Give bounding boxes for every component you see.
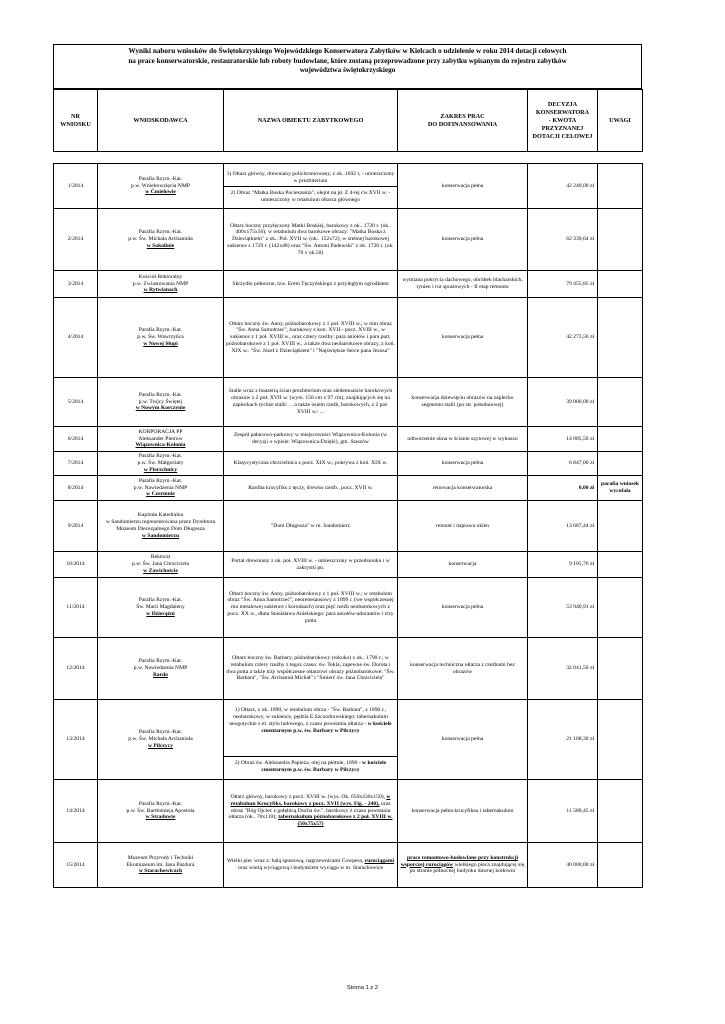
row-scope: konserwacja pełna — [398, 452, 528, 476]
row-object: Stalle wraz z boazerią ścian prezbiterium oraz siedemnaście barokowych obrazów z 2 poł. XVII w. (wym. 150 cm x 97 cm), znajdujących się na zapleckach tychże stalli: ... a także osiem rzeźb, barokowych, z 2 poł. XVIII w.: ... — [224, 378, 398, 427]
row-object: Wielki piec wraz z: halą spustową, nagrzewnicami Cowpera, rurociągami oraz wieżą wyciągową i budynkiem wyciągu w m. Starachowice — [224, 843, 398, 888]
row-amount: 0,00 zł — [528, 476, 598, 501]
table-row — [54, 501, 643, 552]
row-scope: renowacja konserwatorska — [398, 476, 528, 501]
row-applicant: Kościół Rektoralny p.w. Zwiastowania NMP w Rytwianach — [98, 271, 224, 298]
row-scope: remont i naprawa okien — [398, 501, 528, 552]
header-scope: ZAKRES PRAC DO DOFINANSOWANIA — [398, 90, 528, 152]
row-remarks — [598, 578, 643, 638]
row-scope: wymiana pokrycia dachowego, obróbek blacharskich, rynien i rur spustowych - II etap remontu — [398, 271, 528, 298]
row-object: Ołtarz boczny przyłęczony Matki Boskiej, barokowy z ok.. 1720 r. (ok.. 400x175x50), w retabulum dwa barokowe obrazy: "Matka Boska z Dzieciątkiem" z ok.. Poł. XVII w. (ok.. 152x72), w srebnej barokowej sukience z 1729 r. (142x48) oraz "Św. Antoni Padewski" z ok. 1720 r. (ok. 70 x ok.50) — [224, 209, 398, 271]
row-amount: 21 168,30 zł — [528, 700, 598, 780]
row-scope: konserwacja pełna krucyfiksu i tabernakulum — [398, 780, 528, 843]
row-remarks — [598, 378, 643, 427]
row-amount: 13 687,44 zł — [528, 501, 598, 552]
header-nr: NR WNIOSKU — [54, 90, 98, 152]
row-nr: 8/2014 — [54, 476, 98, 501]
row-applicant: Parafia Rzym.-Kat. p.w. Św. Bartłomieja Apostoła w Stradowie — [98, 780, 224, 843]
row-nr: 1/2014 — [54, 164, 98, 209]
row-nr: 11/2014 — [54, 578, 98, 638]
row-applicant: Parafia Rzym.-Kat. p.w. Św. Małgorzaty w Pierzchnicy — [98, 452, 224, 476]
row-applicant: Parafia Rzym.-Kat. p.w. Św. Wawrzyńca w Nowej Słupi — [98, 298, 224, 378]
row-amount: 79 455,85 zł — [528, 271, 598, 298]
table-row — [54, 780, 643, 843]
row-object: Ołtarz boczny św. Barbary, późnobarokowy (rokoko) z ok.. 1790 r.; w retabulum cztery rzeźby z tegoz czasu: św. Tekla, zapewne św. Dorota i dwa putta a także trzy współczesne ołtarzowi obrazy późnobarokowe: "Św. Barbara", "Św. Archanioł Michał" i "Śmierć św. Jana Chrzciciela" — [224, 638, 398, 700]
row-amount: 14 085,50 zł — [528, 427, 598, 452]
row-scope: konserwacja — [398, 552, 528, 578]
row-applicant: Rektorat p.w. Św. Jana Chrzciciela w Zawichoście — [98, 552, 224, 578]
grants-table — [53, 163, 643, 888]
row-object: Portal drewniany z ok. poł. XVIII w. - umieszczony w przedsionku i w zakrystii pn. — [224, 552, 398, 578]
row-amount: 42 240,00 zł — [528, 164, 598, 209]
row-scope: konserwacja pełna — [398, 700, 528, 780]
row-amount: 40 000,00 zł — [528, 843, 598, 888]
row-remarks — [598, 298, 643, 378]
row-object: Rzeźba krucyfiks z tęczy, drewno rzeźb., pocz. XVII w. — [224, 476, 398, 501]
row-nr: 7/2014 — [54, 452, 98, 476]
row-nr: 2/2014 — [54, 209, 98, 271]
row-applicant: Parafia Rzym.-Kat. p.w. Wniebowzięcia NMP w Ćmielowie — [98, 164, 224, 209]
row-applicant: Parafia Rzym.-Kat. p.w. Trójcy Świętej w Nowym Korczynie — [98, 378, 224, 427]
page-footer: Strona 1 z 2 — [346, 985, 379, 991]
table-row — [54, 427, 643, 452]
row-nr: 15/2014 — [54, 843, 98, 888]
row-scope: konserwacja pełna — [398, 209, 528, 271]
row-object: 1) Ołtarz, z ok. 1890, w retabulum obrza - "Św. Barbara", z 1890 r., neobarokowy, w sukience, pędzla E.Szczodrowskiego; tabernakulum neogotyckie z el. stylu ludowego, z czasu powstania ołtarza - w kościele cmentarnym p.w. św. Barbary w Pilczycy 2) Obraz św. Aleksandra Papieża, olej na płótnie, 1890 - w kościele cmentarnym p.w. św. Barbary w Pilczycy — [224, 700, 398, 780]
row-amount: 53 940,91 zł — [528, 578, 598, 638]
row-nr: 6/2014 — [54, 427, 98, 452]
row-amount: 9 105,76 zł — [528, 552, 598, 578]
row-remarks — [598, 427, 643, 452]
table-row — [54, 638, 643, 700]
row-object: "Dom Długosza" w m. Sandomierz — [224, 501, 398, 552]
row-nr: 12/2014 — [54, 638, 98, 700]
row-object: Skrzydło północne, tzw. Erem Tęczyńskiego z przyległym ogrodkiem — [224, 271, 398, 298]
row-nr: 5/2014 — [54, 378, 98, 427]
row-object: Ołtarz boczny św. Anny, późnobarokowy z 1 poł. XVIII w.; w nim obraz "Św. Anna Samotrzeć", barokowy z kon. XVII - pocz. XVIII w., w sukience z 1 poł. XVIII w., oraz cztery rzeźby: para aniołów i para putt, późnobarokowe z 1 poł. XVIII w., a także dwa neobarokowe obrazy, z koń. XIX w.. "Św. Józef z Dzieciątkiem" i "Najświętsze Serce pana Jezusa" — [224, 298, 398, 378]
table-row — [54, 452, 643, 476]
table-row — [54, 476, 643, 501]
row-amount: 62 339,64 zł — [528, 209, 598, 271]
document-title — [53, 44, 642, 89]
row-scope: konserwacja pełna — [398, 578, 528, 638]
row-scope: konserwacja pełna — [398, 164, 528, 209]
title-line-1: Wyniki naboru wniosków do Świętokrzyskiego Wojewódzkiego Konserwatora Zabytków w Kielcach o udzielenie w roku 2014 dotacji celowych — [128, 47, 567, 55]
header-applicant: WNIOSKODAWCA — [98, 90, 224, 152]
row-nr: 14/2014 — [54, 780, 98, 843]
header-remarks: UWAGI — [598, 90, 643, 152]
row-remarks — [598, 501, 643, 552]
row-scope: konserwacja techniczna ołtarza z rzeźbami bez obrazów — [398, 638, 528, 700]
table-row — [54, 578, 643, 638]
row-amount: 11 580,45 zł — [528, 780, 598, 843]
row-scope: konserwacja dziewięciu obrazów na zaplecku segmentu stalli (po str. południowej) — [398, 378, 528, 427]
row-applicant: KORPORACJA PP Aleksander Pietrow Wiązownica-Kolonia — [98, 427, 224, 452]
row-nr: 13/2014 — [54, 700, 98, 780]
row-applicant: Muzeum Przyrody i Techniki Ekomuzeum im. Jana Pazdura w Starachowicach — [98, 843, 224, 888]
header-table — [53, 89, 643, 152]
table-row — [54, 552, 643, 578]
row-object: Zespół pałacowo-parkowy w miejscowości Wiązownica-Kolonia (w decyzji o wpisie: Wiązownica-Dzięki), gm. Staszów — [224, 427, 398, 452]
row-nr: 3/2014 — [54, 271, 98, 298]
row-applicant: Parafia Rzym.-Kat. Św. Marii Magdaleny w Dzierążni — [98, 578, 224, 638]
row-remarks — [598, 638, 643, 700]
row-amount: 39 000,00 zł — [528, 378, 598, 427]
table-row — [54, 164, 643, 209]
table-row — [54, 209, 643, 271]
title-line-3: województwa świętokrzyskiego — [299, 66, 396, 75]
row-remarks — [598, 452, 643, 476]
title-line-2: na prace konserwatorskie, restauratorskie lub roboty budowlane, które zostaną przeprowadzone przy zabytku wpisanym do rejestru zabytków — [128, 56, 567, 65]
row-remarks: parafia wniosek wycofała — [598, 476, 643, 501]
row-object: Klasycystyczna chrzcielnica z pocz. XIX w.; pokrywa z koń. XIX w. — [224, 452, 398, 476]
row-amount: 6 847,00 zł — [528, 452, 598, 476]
row-remarks — [598, 843, 643, 888]
row-applicant: Kapituła Katedralna w Sandomierzu reprezentowana przez Dyrektora Muzeum Diecezjalnego Dom Długosza w Sandomierzu — [98, 501, 224, 552]
row-remarks — [598, 552, 643, 578]
row-scope: prace remontowo-budowlane przy konstrukcji wsporczej rurociągów wielkiego pieca znajdującej się po stronie północnej budynku dawnej kotłowni — [398, 843, 528, 888]
row-object: Ołtarz główny, barokowy z pocz. XVIII w. (wys. Ok. 650x430x150), w retabulum Krucyfiks, barokowy z pocz. XVII (wys. Fig. - 240), oraz obraz "Bóg Ojciec z gołębicą Ducha św.", barokowy z czasu powstania ołtarza (ok.. 70x110); tabernakulum późnobarokowe z 2 poł. XVIII w. (50x75x57) — [224, 780, 398, 843]
document — [53, 44, 642, 888]
row-amount: 32 041,50 zł — [528, 638, 598, 700]
table-row — [54, 298, 643, 378]
row-applicant: Parafia Rzym.-Kat. p.w. Św. Michała Archanioła w Sokolinie — [98, 209, 224, 271]
row-remarks — [598, 164, 643, 209]
row-applicant: Parafia Rzym.-Kat. p.w. Nawiedzenia NMP Bardo — [98, 638, 224, 700]
row-remarks — [598, 271, 643, 298]
header-decision: DECYZJA KONSERWATORA - KWOTA PRZYZNANEJ DOTACJI CELOWEJ — [528, 90, 598, 152]
row-remarks — [598, 209, 643, 271]
table-row — [54, 378, 643, 427]
row-remarks — [598, 700, 643, 780]
header-object: NAZWA OBIEKTU ZABYTKOWEGO — [224, 90, 398, 152]
row-nr: 9/2014 — [54, 501, 98, 552]
row-object: Ołtarz boczny św. Anny, późnobarokowy z 1 poł. XVIII w.; w retabulum obraz "Św. Anna Samotrzeć", neorenesansowy z 1899 r. (we współczesnej mu metalowej sukience i koronkach) oraz pięć rzeźb neobarokowych z pocz. XX w., dłuta Stanisława Anielskiego: para aniołów-adorantów i trzy putta — [224, 578, 398, 638]
table-row — [54, 843, 643, 888]
row-nr: 10/2014 — [54, 552, 98, 578]
row-object: 1) Ołtarz główny, drewniany polichromowany, z ok..1692 r, - umieszczony w prezbiterium 2) Obraz "Matka Boska Pocieszenia", olejnt na pł. Z 4-tej ćw.XVII w. - umieszczony w retabulum ołtarza głównego — [224, 164, 398, 209]
row-remarks — [598, 780, 643, 843]
row-applicant: Parafia Rzym.-Kat. p.w. Nawiedzenia NMP w Czermnie — [98, 476, 224, 501]
row-scope: odtworzenie okna w ścianie szytowej w wykuszu — [398, 427, 528, 452]
row-scope: konserwacja pełna — [398, 298, 528, 378]
row-amount: 42 273,56 zł — [528, 298, 598, 378]
table-row — [54, 700, 643, 780]
table-row — [54, 271, 643, 298]
row-nr: 4/2014 — [54, 298, 98, 378]
row-applicant: Parafia Rzym.-Kat. p.w. Św. Michała Archanioła w Pilczycy — [98, 700, 224, 780]
